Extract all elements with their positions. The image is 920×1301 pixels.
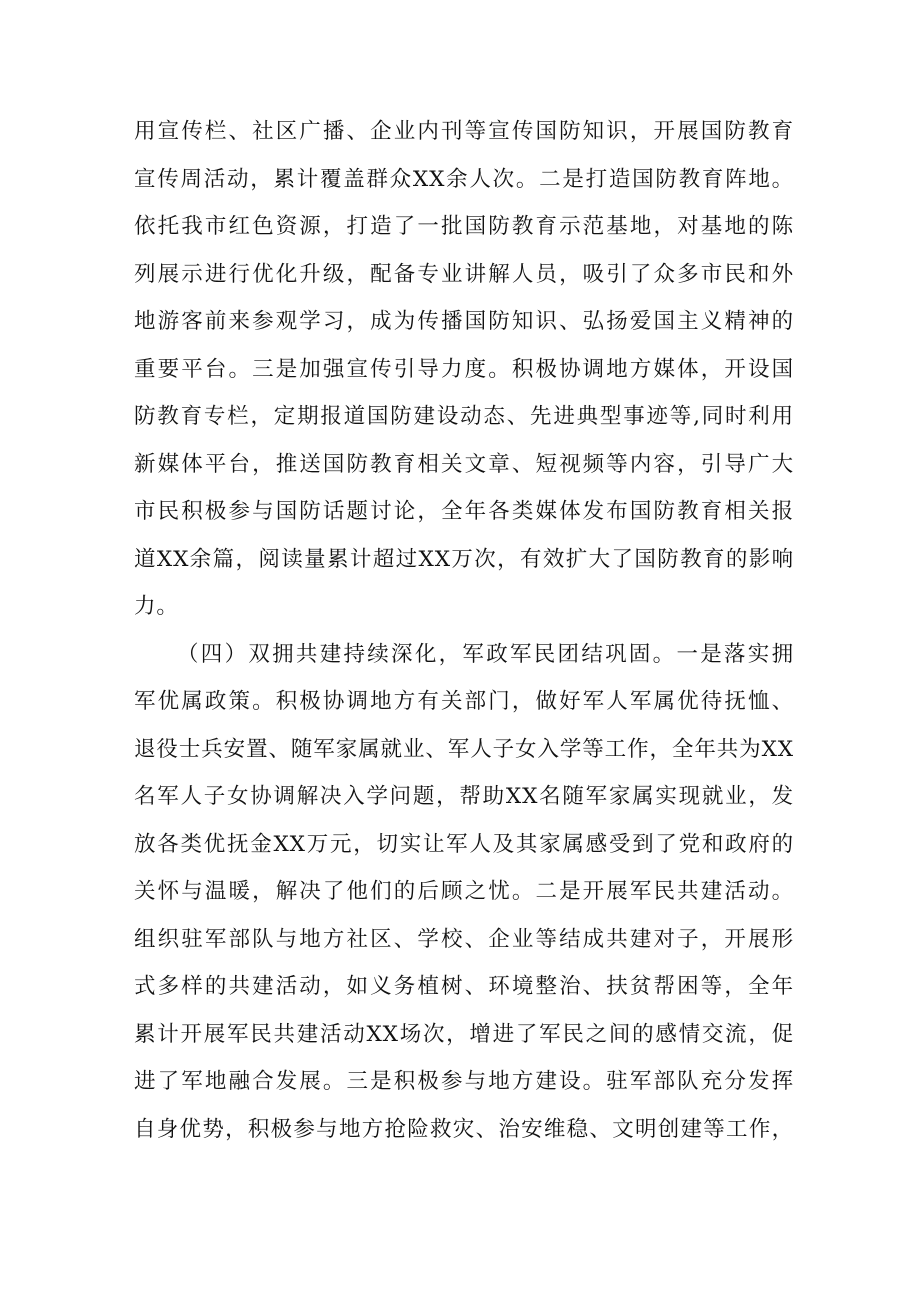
text-line: 力。	[134, 594, 179, 619]
text-line: 名军人子女协调解决入学问题，帮助XX名随军家属实现就业，发	[134, 784, 794, 809]
text-line: 军优属政策。积极协调地方有关部门，做好军人军属优待抚恤、	[134, 689, 794, 714]
text-line: 式多样的共建活动，如义务植树、环境整治、扶贫帮困等，全年	[134, 974, 794, 999]
text-line: 组织驻军部队与地方社区、学校、企业等结成共建对子，开展形	[134, 926, 794, 952]
text-line: 地游客前来参观学习，成为传播国防知识、弘扬爱国主义精神的	[134, 309, 794, 334]
text-line: 放各类优抚金XX万元，切实让军人及其家属感受到了党和政府的	[134, 831, 794, 857]
text-line: 依托我市红色资源，打造了一批国防教育示范基地，对基地的陈	[134, 214, 794, 239]
text-line: 自身优势，积极参与地方抢险救灾、治安维稳、文明创建等工作，	[134, 1116, 794, 1142]
section-heading-line: （四）双拥共建持续深化，军政军民团结巩固。一是落实拥	[177, 641, 794, 667]
text-line: 重要平台。三是加强宣传引导力度。积极协调地方媒体，开设国	[134, 356, 794, 382]
text-line: 退役士兵安置、随军家属就业、军人子女入学等工作，全年共为XX	[134, 736, 794, 762]
text-line: 新媒体平台，推送国防教育相关文章、短视频等内容，引导广大	[134, 451, 794, 477]
text-line: 关怀与温暖，解决了他们的后顾之忧。二是开展军民共建活动。	[134, 879, 794, 904]
text-line: 宣传周活动，累计覆盖群众XX余人次。二是打造国防教育阵地。	[134, 166, 794, 192]
text-line: 防教育专栏，定期报道国防建设动态、先进典型事迹等,同时利用	[134, 404, 794, 429]
text-line: 市民积极参与国防话题讨论，全年各类媒体发布国防教育相关报	[134, 499, 794, 524]
text-line: 道XX余篇，阅读量累计超过XX万次，有效扩大了国防教育的影响	[134, 546, 794, 572]
text-line: 列展示进行优化升级，配备专业讲解人员，吸引了众多市民和外	[134, 261, 794, 287]
text-line: 用宣传栏、社区广播、企业内刊等宣传国防知识，开展国防教育	[134, 119, 794, 144]
document-body	[134, 108, 794, 1153]
text-line: 进了军地融合发展。三是积极参与地方建设。驻军部队充分发挥	[134, 1069, 794, 1094]
text-line: 累计开展军民共建活动XX场次，增进了军民之间的感情交流，促	[134, 1021, 794, 1047]
